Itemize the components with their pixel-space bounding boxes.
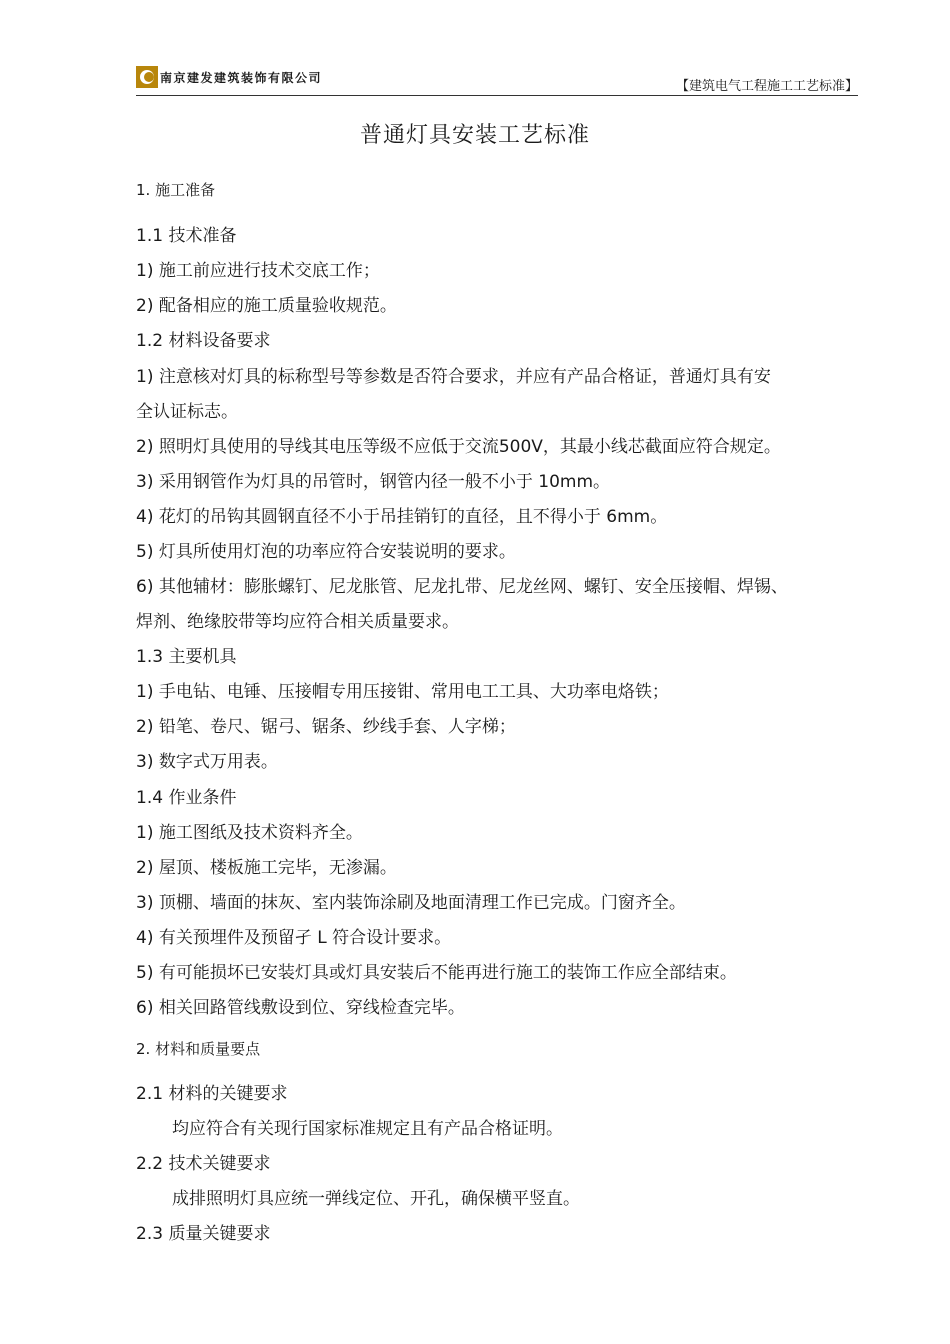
section-heading: 2. 材料和质量要点 (136, 1040, 261, 1058)
paragraph: 成排照明灯具应统一弹线定位、开孔，确保横平竖直。 (172, 1189, 580, 1209)
list-item: 1) 施工图纸及技术资料齐全。 (136, 823, 363, 843)
list-item: 1) 施工前应进行技术交底工作； (136, 261, 380, 281)
list-item: 3) 顶棚、墙面的抹灰、室内装饰涂刷及地面清理工作已完成。门窗齐全。 (136, 893, 686, 913)
subsection-heading: 1.1 技术准备 (136, 226, 237, 246)
list-item: 3) 数字式万用表。 (136, 752, 278, 772)
list-item: 3) 采用钢管作为灯具的吊管时，钢管内径一般不小于 10mm。 (136, 472, 611, 492)
page-header (136, 66, 858, 96)
subsection-heading: 1.2 材料设备要求 (136, 331, 271, 351)
header-divider (136, 95, 858, 96)
list-item: 1) 注意核对灯具的标称型号等参数是否符合要求，并应有产品合格证，普通灯具有安 (136, 367, 771, 387)
company-name: 南京建发建筑装饰有限公司 (160, 70, 323, 85)
list-item: 5) 有可能损坏已安装灯具或灯具安装后不能再进行施工的装饰工作应全部结束。 (136, 963, 737, 983)
page-title: 普通灯具安装工艺标准 (359, 123, 590, 148)
list-item: 4) 花灯的吊钩其圆钢直径不小于吊挂销钉的直径，且不得小于 6mm。 (136, 507, 668, 527)
list-item-continuation: 焊剂、绝缘胶带等均应符合相关质量要求。 (136, 612, 459, 632)
list-item: 6) 其他辅材：膨胀螺钉、尼龙胀管、尼龙扎带、尼龙丝网、螺钉、安全压接帽、焊锡、 (136, 577, 788, 597)
list-item: 1) 手电钻、电锤、压接帽专用压接钳、常用电工工具、大功率电烙铁； (136, 682, 669, 702)
subsection-heading: 2.2 技术关键要求 (136, 1154, 271, 1174)
subsection-heading: 1.3 主要机具 (136, 647, 237, 667)
subsection-heading: 2.3 质量关键要求 (136, 1224, 271, 1244)
subsection-heading: 1.4 作业条件 (136, 788, 237, 808)
company-logo-icon (136, 66, 158, 88)
paragraph: 均应符合有关现行国家标准规定且有产品合格证明。 (172, 1119, 563, 1139)
subsection-heading: 2.1 材料的关键要求 (136, 1084, 288, 1104)
list-item-continuation: 全认证标志。 (136, 402, 238, 422)
company-logo (136, 66, 322, 88)
document-category: 【建筑电气工程施工工艺标准】 (675, 79, 858, 94)
list-item: 6) 相关回路管线敷设到位、穿线检查完毕。 (136, 998, 465, 1018)
list-item: 2) 铅笔、卷尺、锯弓、锯条、纱线手套、人字梯； (136, 717, 516, 737)
list-item: 2) 配备相应的施工质量验收规范。 (136, 296, 397, 316)
section-heading: 1. 施工准备 (136, 181, 216, 199)
list-item: 4) 有关预埋件及预留孑 L 符合设计要求。 (136, 928, 452, 948)
list-item: 2) 照明灯具使用的导线其电压等级不应低于交流500V，其最小线芯截面应符合规定。 (136, 437, 781, 457)
list-item: 2) 屋顶、楼板施工完毕，无渗漏。 (136, 858, 397, 878)
list-item: 5) 灯具所使用灯泡的功率应符合安装说明的要求。 (136, 542, 516, 562)
